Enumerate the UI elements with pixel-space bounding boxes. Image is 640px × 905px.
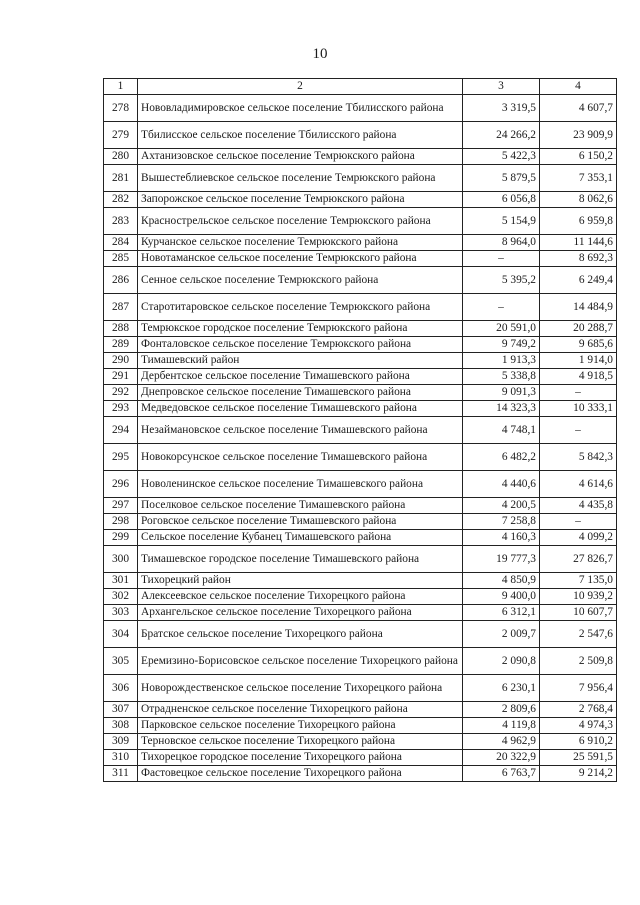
row-value-col3: –	[463, 294, 540, 321]
table-row	[104, 369, 617, 385]
row-value-col4: 1 914,0	[540, 353, 617, 369]
row-value-col4: 9 214,2	[540, 766, 617, 782]
row-name: Краснострельское сельское поселение Темрюкского района	[138, 208, 463, 235]
row-value-col3: 9 749,2	[463, 337, 540, 353]
row-value-col3: 9 400,0	[463, 589, 540, 605]
row-value-col3: 4 962,9	[463, 734, 540, 750]
row-value-col4: 10 607,7	[540, 605, 617, 621]
row-number: 302	[104, 589, 138, 605]
data-table	[103, 78, 617, 782]
row-name: Отрадненское сельское поселение Тихорецкого района	[138, 702, 463, 718]
row-value-col4: 14 484,9	[540, 294, 617, 321]
row-value-col4: –	[540, 514, 617, 530]
row-name: Медведовское сельское поселение Тимашевского района	[138, 401, 463, 417]
row-number: 294	[104, 417, 138, 444]
row-value-col4: 4 918,5	[540, 369, 617, 385]
row-number: 303	[104, 605, 138, 621]
table-row	[104, 766, 617, 782]
table-row	[104, 589, 617, 605]
row-number: 279	[104, 122, 138, 149]
table-body	[104, 95, 617, 782]
row-number: 298	[104, 514, 138, 530]
row-value-col4: 10 939,2	[540, 589, 617, 605]
table-row	[104, 337, 617, 353]
row-number: 283	[104, 208, 138, 235]
row-value-col3: 19 777,3	[463, 546, 540, 573]
row-name: Тимашевский район	[138, 353, 463, 369]
row-number: 309	[104, 734, 138, 750]
row-number: 307	[104, 702, 138, 718]
header-col-4: 4	[540, 79, 617, 95]
row-number: 305	[104, 648, 138, 675]
row-value-col4: 4 435,8	[540, 498, 617, 514]
table-row	[104, 546, 617, 573]
row-value-col3: 20 322,9	[463, 750, 540, 766]
row-number: 281	[104, 165, 138, 192]
row-value-col3: 4 160,3	[463, 530, 540, 546]
row-value-col3: 2 809,6	[463, 702, 540, 718]
row-value-col3: 24 266,2	[463, 122, 540, 149]
table-row	[104, 605, 617, 621]
row-number: 295	[104, 444, 138, 471]
row-name: Днепровское сельское поселение Тимашевского района	[138, 385, 463, 401]
row-value-col3: 6 230,1	[463, 675, 540, 702]
row-number: 289	[104, 337, 138, 353]
row-number: 296	[104, 471, 138, 498]
row-value-col4: 6 249,4	[540, 267, 617, 294]
row-name: Парковское сельское поселение Тихорецкого района	[138, 718, 463, 734]
row-number: 280	[104, 149, 138, 165]
row-value-col4: –	[540, 385, 617, 401]
header-col-2: 2	[138, 79, 463, 95]
row-number: 290	[104, 353, 138, 369]
row-value-col3: 5 879,5	[463, 165, 540, 192]
row-value-col3: 14 323,3	[463, 401, 540, 417]
row-number: 286	[104, 267, 138, 294]
header-col-3: 3	[463, 79, 540, 95]
row-number: 311	[104, 766, 138, 782]
row-value-col4: 10 333,1	[540, 401, 617, 417]
table-row	[104, 149, 617, 165]
row-number: 308	[104, 718, 138, 734]
table-row	[104, 165, 617, 192]
row-name: Фастовецкое сельское поселение Тихорецкого района	[138, 766, 463, 782]
row-value-col3: 2 009,7	[463, 621, 540, 648]
table-row	[104, 321, 617, 337]
table-row	[104, 251, 617, 267]
row-name: Вышестеблиевское сельское поселение Темрюкского района	[138, 165, 463, 192]
table-row	[104, 498, 617, 514]
row-number: 300	[104, 546, 138, 573]
row-number: 278	[104, 95, 138, 122]
row-value-col4: 4 607,7	[540, 95, 617, 122]
row-name: Тбилисское сельское поселение Тбилисского района	[138, 122, 463, 149]
row-name: Новоленинское сельское поселение Тимашевского района	[138, 471, 463, 498]
row-number: 282	[104, 192, 138, 208]
row-value-col3: 1 913,3	[463, 353, 540, 369]
table-row	[104, 621, 617, 648]
row-value-col4: 23 909,9	[540, 122, 617, 149]
row-value-col4: 4 099,2	[540, 530, 617, 546]
row-value-col4: –	[540, 417, 617, 444]
row-number: 284	[104, 235, 138, 251]
row-name: Новокорсунское сельское поселение Тимашевского района	[138, 444, 463, 471]
row-name: Фонталовское сельское поселение Темрюкского района	[138, 337, 463, 353]
row-value-col4: 11 144,6	[540, 235, 617, 251]
row-value-col4: 7 135,0	[540, 573, 617, 589]
row-name: Терновское сельское поселение Тихорецкого района	[138, 734, 463, 750]
row-value-col3: –	[463, 251, 540, 267]
row-number: 299	[104, 530, 138, 546]
row-name: Алексеевское сельское поселение Тихорецкого района	[138, 589, 463, 605]
row-value-col3: 6 482,2	[463, 444, 540, 471]
row-name: Новотаманское сельское поселение Темрюкского района	[138, 251, 463, 267]
row-value-col3: 4 440,6	[463, 471, 540, 498]
row-value-col3: 4 119,8	[463, 718, 540, 734]
table-row	[104, 718, 617, 734]
table-row	[104, 294, 617, 321]
row-value-col3: 5 395,2	[463, 267, 540, 294]
header-col-1: 1	[104, 79, 138, 95]
table-row	[104, 514, 617, 530]
row-value-col4: 2 509,8	[540, 648, 617, 675]
row-value-col3: 8 964,0	[463, 235, 540, 251]
row-value-col3: 7 258,8	[463, 514, 540, 530]
row-number: 291	[104, 369, 138, 385]
table-row	[104, 235, 617, 251]
row-value-col3: 4 748,1	[463, 417, 540, 444]
table-row	[104, 353, 617, 369]
row-number: 310	[104, 750, 138, 766]
row-name: Новорождественское сельское поселение Тихорецкого района	[138, 675, 463, 702]
row-value-col4: 27 826,7	[540, 546, 617, 573]
row-value-col3: 5 154,9	[463, 208, 540, 235]
table-row	[104, 702, 617, 718]
row-name: Темрюкское городское поселение Темрюкского района	[138, 321, 463, 337]
table-row	[104, 750, 617, 766]
row-value-col4: 8 062,6	[540, 192, 617, 208]
table-row	[104, 401, 617, 417]
row-name: Курчанское сельское поселение Темрюкского района	[138, 235, 463, 251]
row-value-col4: 20 288,7	[540, 321, 617, 337]
row-value-col3: 6 056,8	[463, 192, 540, 208]
row-value-col3: 2 090,8	[463, 648, 540, 675]
table-row	[104, 192, 617, 208]
row-value-col4: 6 150,2	[540, 149, 617, 165]
row-value-col3: 20 591,0	[463, 321, 540, 337]
row-number: 288	[104, 321, 138, 337]
row-value-col3: 9 091,3	[463, 385, 540, 401]
table-row	[104, 471, 617, 498]
row-number: 306	[104, 675, 138, 702]
table-row	[104, 417, 617, 444]
row-value-col4: 25 591,5	[540, 750, 617, 766]
page-number: 10	[312, 46, 328, 62]
row-name: Роговское сельское поселение Тимашевского района	[138, 514, 463, 530]
row-name: Старотитаровское сельское поселение Темрюкского района	[138, 294, 463, 321]
table-row	[104, 267, 617, 294]
table-row	[104, 675, 617, 702]
row-name: Тимашевское городское поселение Тимашевского района	[138, 546, 463, 573]
row-value-col4: 7 956,4	[540, 675, 617, 702]
table-row	[104, 648, 617, 675]
row-number: 293	[104, 401, 138, 417]
row-number: 292	[104, 385, 138, 401]
table-row	[104, 95, 617, 122]
row-name: Тихорецкое городское поселение Тихорецкого района	[138, 750, 463, 766]
table-row	[104, 122, 617, 149]
row-number: 297	[104, 498, 138, 514]
row-name: Ахтанизовское сельское поселение Темрюкского района	[138, 149, 463, 165]
row-name: Незаймановское сельское поселение Тимашевского района	[138, 417, 463, 444]
row-value-col4: 8 692,3	[540, 251, 617, 267]
table-row	[104, 444, 617, 471]
row-value-col3: 4 850,9	[463, 573, 540, 589]
table-row	[104, 573, 617, 589]
row-name: Братское сельское поселение Тихорецкого района	[138, 621, 463, 648]
row-number: 285	[104, 251, 138, 267]
row-value-col3: 6 763,7	[463, 766, 540, 782]
row-name: Сельское поселение Кубанец Тимашевского района	[138, 530, 463, 546]
row-value-col4: 9 685,6	[540, 337, 617, 353]
row-number: 301	[104, 573, 138, 589]
row-value-col4: 6 910,2	[540, 734, 617, 750]
row-value-col4: 7 353,1	[540, 165, 617, 192]
table-header	[104, 79, 617, 95]
row-value-col3: 6 312,1	[463, 605, 540, 621]
row-value-col3: 5 422,3	[463, 149, 540, 165]
row-name: Сенное сельское поселение Темрюкского района	[138, 267, 463, 294]
row-value-col4: 5 842,3	[540, 444, 617, 471]
row-value-col4: 2 768,4	[540, 702, 617, 718]
row-name: Поселковое сельское поселение Тимашевского района	[138, 498, 463, 514]
row-name: Нововладимировское сельское поселение Тбилисского района	[138, 95, 463, 122]
row-name: Еремизино-Борисовское сельское поселение Тихорецкого района	[138, 648, 463, 675]
row-value-col4: 6 959,8	[540, 208, 617, 235]
table-row	[104, 530, 617, 546]
row-value-col4: 4 614,6	[540, 471, 617, 498]
table-row	[104, 734, 617, 750]
row-value-col4: 2 547,6	[540, 621, 617, 648]
row-value-col4: 4 974,3	[540, 718, 617, 734]
table-row	[104, 385, 617, 401]
row-name: Дербентское сельское поселение Тимашевского района	[138, 369, 463, 385]
row-name: Запорожское сельское поселение Темрюкского района	[138, 192, 463, 208]
row-value-col3: 5 338,8	[463, 369, 540, 385]
row-value-col3: 4 200,5	[463, 498, 540, 514]
table-row	[104, 208, 617, 235]
row-number: 304	[104, 621, 138, 648]
row-name: Тихорецкий район	[138, 573, 463, 589]
row-number: 287	[104, 294, 138, 321]
row-value-col3: 3 319,5	[463, 95, 540, 122]
row-name: Архангельское сельское поселение Тихорецкого района	[138, 605, 463, 621]
